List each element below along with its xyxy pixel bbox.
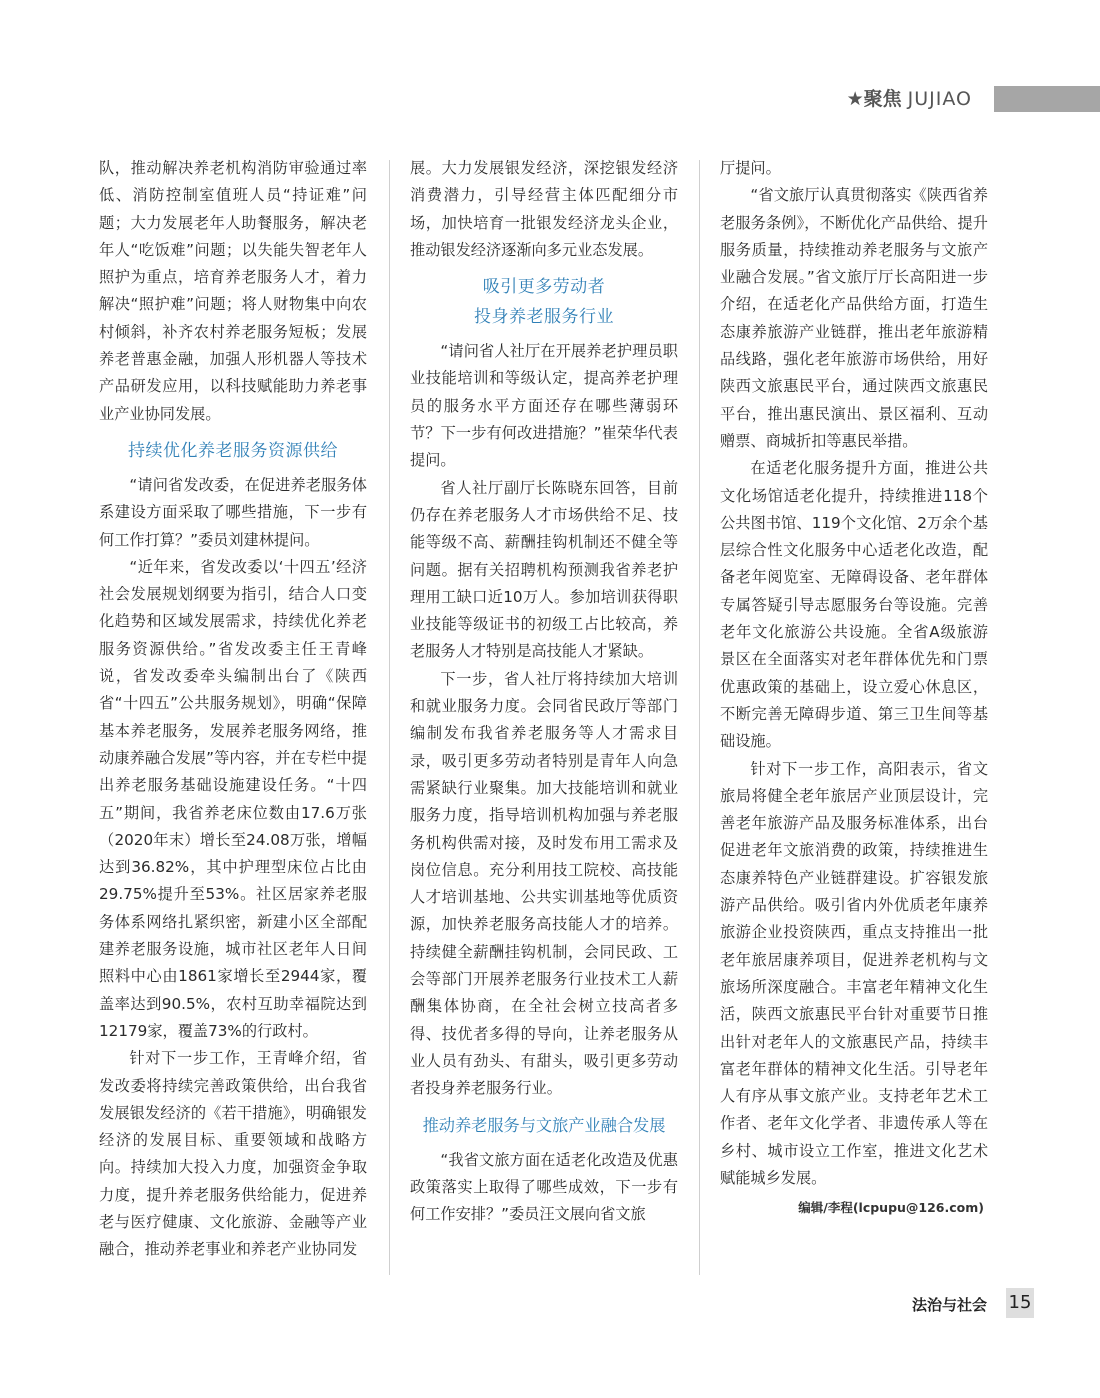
section-label: ★聚焦	[846, 88, 902, 110]
article-column-3	[720, 155, 988, 1275]
paragraph: 展。大力发展银发经济，深挖银发经济消费潜力，引导经营主体匹配细分市场，加快培育一批银发经济龙头企业，推动银发经济逐渐向多元业态发展。	[410, 159, 678, 259]
section-heading: 持续优化养老服务资源供给	[128, 440, 338, 461]
page-footer	[0, 1288, 1100, 1320]
paragraph: “我省文旅方面在适老化改造及优惠政策落实上取得了哪些成效，下一步有何工作安排？”委员汪文展向省文旅	[410, 1150, 678, 1224]
magazine-name: 法治与社会	[911, 1296, 987, 1314]
section-latin: JUJIAO	[907, 88, 972, 110]
paragraph: 针对下一步工作，高阳表示，省文旅局将健全老年旅居产业顶层设计，完善老年旅游产品及服务标准体系，出台促进老年文旅消费的政策，持续推进生态康养特色产业链群建设。扩容银发旅游产品供给。吸引省内外优质老年康养旅游企业投资陕西，重点支持推出一批老年旅居康养项目，促进养老机构与文旅场所深度融合。丰富老年精神文化生活，陕西文旅惠民平台针对重要节日推出针对老年人的文旅惠民产品，持续丰富老年群体的精神文化生活。引导老年人有序从事文旅产业。支持老年艺术工作者、老年文化学者、非遗传承人等在乡村、城市设立工作室，推进文化艺术赋能城乡发展。	[720, 759, 988, 1187]
section-heading: 吸引更多劳动者 投身养老服务行业	[474, 277, 614, 328]
editor-credit: 编辑/李程(lcpupu@126.com)	[798, 1200, 984, 1216]
paragraph: 省人社厅副厅长陈晓东回答，目前仍存在养老服务人才市场供给不足、技能等级不高、薪酬挂钩机制还不健全等问题。据有关招聘机构预测我省养老护理用工缺口近10万人。参加培训获得职业技能等级证书的初级工占比较高，养老服务人才特别是高技能人才紧缺。	[410, 478, 678, 661]
paragraph: 下一步，省人社厅将持续加大培训和就业服务力度。会同省民政厅等部门编制发布我省养老服务等人才需求目录，吸引更多劳动者特别是青年人向急需紧缺行业聚集。加大技能培训和就业服务力度，指导培训机构加强与养老服务机构供需对接，及时发布用工需求及岗位信息。充分利用技工院校、高技能人才培训基地、公共实训基地等优质资源，加快养老服务高技能人才的培养。持续健全薪酬挂钩机制，会同民政、工会等部门开展养老服务行业技术工人薪酬集体协商，在全社会树立技高者多得、技优者多得的导向，让养老服务从业人员有劲头、有甜头，吸引更多劳动者投身养老服务行业。	[410, 669, 678, 1098]
section-heading: 推动养老服务与文旅产业融合发展	[422, 1115, 666, 1135]
paragraph: “省文旅厅认真贯彻落实《陕西省养老服务条例》，不断优化产品供给、提升服务质量，持续推动养老服务与文旅产业融合发展。”省文旅厅厅长高阳进一步介绍，在适老化产品供给方面，打造生态康养旅游产业链群，推出老年旅游精品线路，强化老年旅游市场供给，用好陕西文旅惠民平台，通过陕西文旅惠民平台，推出惠民演出、景区福利、互动赠票、商城折扣等惠民举措。	[720, 186, 988, 450]
section-title	[847, 86, 972, 112]
page-number: 15	[1006, 1288, 1034, 1318]
paragraph: “近年来，省发改委以‘十四五’经济社会发展规划纲要为指引，结合人口变化趋势和区域发展需求，持续优化养老服务资源供给。”省发改委主任王青峰说，省发改委牵头编制出台了《陕西省“十四五”公共服务规划》，明确“保障基本养老服务，发展养老服务网络，推动康养融合发展”等内容，并在专栏中提出养老服务基础设施建设任务。“十四五”期间，我省养老床位数由17.6万张（2020年末）增长至24.08万张，增幅达到36.82%，其中护理型床位占比由29.75%提升至53%。社区居家养老服务体系网络扎紧织密，新建小区全部配建养老服务设施，城市社区老年人日间照料中心由1861家增长至2944家，覆盖率达到90.5%，农村互助幸福院达到12179家，覆盖73%的行政村。	[99, 557, 367, 1040]
header-bar	[994, 86, 1100, 112]
paragraph: 针对下一步工作，王青峰介绍，省发改委将持续完善政策供给，出台我省发展银发经济的《若干措施》，明确银发经济的发展目标、重要领域和战略方向。持续加大投入力度，加强资金争取力度，提升养老服务供给能力，促进养老与医疗健康、文化旅游、金融等产业融合，推动养老事业和养老产业协同发	[99, 1049, 367, 1259]
paragraph: 队，推动解决养老机构消防审验通过率低、消防控制室值班人员“持证难”问题；大力发展老年人助餐服务，解决老年人“吃饭难”问题；以失能失智老年人照护为重点，培育养老服务人才，着力解决“照护难”问题；将人财物集中向农村倾斜，补齐农村养老服务短板；发展养老普惠金融，加强人形机器人等技术产品研发应用，以科技赋能助力养老事业产业协同发展。	[99, 159, 367, 423]
column-divider	[389, 160, 390, 1275]
paragraph: 在适老化服务提升方面，推进公共文化场馆适老化提升，持续推进118个公共图书馆、119个文化馆、2万余个基层综合性文化服务中心适老化改造，配备老年阅览室、无障碍设备、老年群体专属答疑引导志愿服务台等设施。完善老年文化旅游公共设施。全省A级旅游景区在全面落实对老年群体优先和门票优惠政策的基础上，设立爱心休息区，不断完善无障碍步道、第三卫生间等基础设施。	[720, 459, 988, 751]
article-column-1	[99, 155, 367, 1275]
article-column-2	[410, 155, 678, 1275]
page-header	[0, 86, 1100, 112]
paragraph: 厅提问。	[720, 159, 781, 177]
paragraph: “请问省发改委，在促进养老服务体系建设方面采取了哪些措施，下一步有何工作打算？”委员刘建林提问。	[99, 475, 367, 549]
paragraph: “请问省人社厅在开展养老护理员职业技能培训和等级认定，提高养老护理员的服务水平方面还存在哪些薄弱环节？下一步有何改进措施？”崔荣华代表提问。	[410, 342, 678, 470]
column-divider	[699, 160, 700, 1275]
